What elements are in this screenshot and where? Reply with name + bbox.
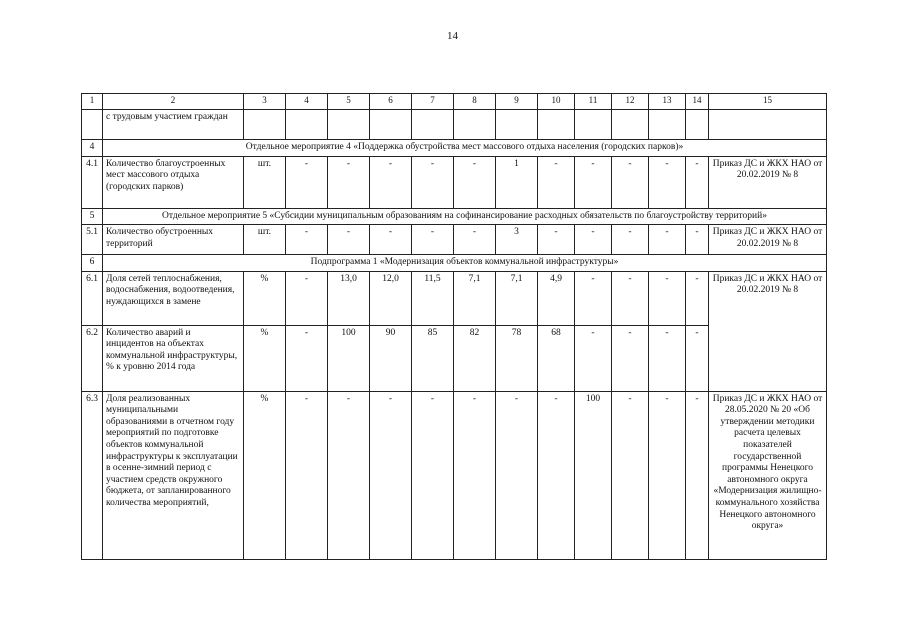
source-document: Приказ ДС и ЖКХ НАО от 20.02.2019 № 8 — [709, 156, 827, 208]
value-cell: - — [575, 325, 612, 391]
value-cell: - — [328, 225, 370, 255]
source-document: Приказ ДС и ЖКХ НАО от 20.02.2019 № 8 — [709, 271, 827, 391]
value-cell: - — [575, 225, 612, 255]
value-cell: - — [686, 325, 709, 391]
value-cell: - — [412, 391, 454, 559]
column-header: 4 — [286, 94, 328, 110]
column-header: 3 — [244, 94, 286, 110]
value-cell: - — [286, 271, 328, 325]
value-cell: - — [454, 225, 496, 255]
unit-cell: % — [244, 271, 286, 325]
empty-cell — [286, 110, 328, 140]
value-cell: - — [649, 391, 686, 559]
value-cell: 13,0 — [328, 271, 370, 325]
value-cell: - — [649, 325, 686, 391]
row-id: 6.3 — [82, 391, 103, 559]
empty-cell — [454, 110, 496, 140]
indicator-name: Количество аварий и инцидентов на объектах коммунальной инфраструктуры, % к уровню 2014 года — [103, 325, 244, 391]
value-cell: - — [686, 391, 709, 559]
unit-cell: шт. — [244, 225, 286, 255]
column-header: 7 — [412, 94, 454, 110]
value-cell: - — [370, 156, 412, 208]
value-cell: - — [612, 271, 649, 325]
row-id: 6.1 — [82, 271, 103, 325]
indicator-name: Количество обустроенных территорий — [103, 225, 244, 255]
source-document: Приказ ДС и ЖКХ НАО от 20.02.2019 № 8 — [709, 225, 827, 255]
value-cell: 7,1 — [454, 271, 496, 325]
indicators-table — [81, 93, 827, 560]
column-header: 15 — [709, 94, 827, 110]
value-cell: - — [412, 225, 454, 255]
column-header: 13 — [649, 94, 686, 110]
section-title: Подпрограмма 1 «Модернизация объектов коммунальной инфраструктуры» — [103, 255, 827, 272]
column-header: 8 — [454, 94, 496, 110]
value-cell: 85 — [412, 325, 454, 391]
empty-cell — [538, 110, 575, 140]
row-id: 6.2 — [82, 325, 103, 391]
value-cell: - — [538, 391, 575, 559]
value-cell: - — [612, 391, 649, 559]
value-cell: - — [286, 391, 328, 559]
value-cell: - — [328, 156, 370, 208]
empty-cell — [649, 110, 686, 140]
empty-cell — [244, 110, 286, 140]
indicator-name: Доля реализованных муниципальными образованиями в отчетном году мероприятий по подготовке объектов коммунальной инфраструктуры к эксплуатации в осенне-зимний период с участием средств окружного бюджета, от запланированного количества мероприятий, — [103, 391, 244, 559]
value-cell: 68 — [538, 325, 575, 391]
column-number-row — [82, 94, 827, 110]
table-row — [82, 271, 827, 325]
value-cell: - — [454, 391, 496, 559]
row-id-cell — [82, 110, 103, 140]
value-cell: - — [286, 225, 328, 255]
value-cell: - — [612, 325, 649, 391]
empty-cell — [686, 110, 709, 140]
section-row — [82, 208, 827, 225]
value-cell: - — [454, 156, 496, 208]
unit-cell: % — [244, 391, 286, 559]
value-cell: - — [649, 225, 686, 255]
value-cell: - — [612, 156, 649, 208]
table-row — [82, 110, 827, 140]
table-row — [82, 156, 827, 208]
source-document: Приказ ДС и ЖКХ НАО от 28.05.2020 № 20 «Об утверждении методики расчета целевых показателей государственной программы Ненецкого автономного округа «Модернизация жилищно-коммунального хозяйства Ненецкого автономного округа» — [709, 391, 827, 559]
section-row — [82, 255, 827, 272]
unit-cell: % — [244, 325, 286, 391]
value-cell: - — [575, 271, 612, 325]
column-header: 2 — [103, 94, 244, 110]
value-cell: - — [328, 391, 370, 559]
column-header: 10 — [538, 94, 575, 110]
value-cell: 1 — [496, 156, 538, 208]
value-cell: - — [538, 156, 575, 208]
value-cell: 78 — [496, 325, 538, 391]
empty-cell — [709, 110, 827, 140]
empty-cell — [575, 110, 612, 140]
value-cell: 100 — [575, 391, 612, 559]
column-header: 9 — [496, 94, 538, 110]
value-cell: - — [686, 271, 709, 325]
value-cell: - — [649, 156, 686, 208]
empty-cell — [412, 110, 454, 140]
value-cell: - — [286, 156, 328, 208]
value-cell: - — [538, 225, 575, 255]
value-cell: - — [412, 156, 454, 208]
indicator-name: с трудовым участием граждан — [103, 110, 244, 140]
row-id: 4.1 — [82, 156, 103, 208]
value-cell: 3 — [496, 225, 538, 255]
column-header: 1 — [82, 94, 103, 110]
table-row — [82, 391, 827, 559]
value-cell: - — [649, 271, 686, 325]
value-cell: - — [575, 156, 612, 208]
empty-cell — [370, 110, 412, 140]
value-cell: 4,9 — [538, 271, 575, 325]
empty-cell — [496, 110, 538, 140]
column-header: 12 — [612, 94, 649, 110]
row-id: 5.1 — [82, 225, 103, 255]
empty-cell — [612, 110, 649, 140]
column-header: 11 — [575, 94, 612, 110]
section-id: 5 — [82, 208, 103, 225]
value-cell: 82 — [454, 325, 496, 391]
value-cell: 12,0 — [370, 271, 412, 325]
indicator-name: Количество благоустроенных мест массового отдыха (городских парков) — [103, 156, 244, 208]
column-header: 6 — [370, 94, 412, 110]
empty-cell — [328, 110, 370, 140]
value-cell: 7,1 — [496, 271, 538, 325]
value-cell: - — [612, 225, 649, 255]
column-header: 14 — [686, 94, 709, 110]
value-cell: - — [370, 225, 412, 255]
unit-cell: шт. — [244, 156, 286, 208]
value-cell: 11,5 — [412, 271, 454, 325]
section-title: Отдельное мероприятие 5 «Субсидии муниципальным образованиям на софинансирование расходных обязательств по благоустройству территорий» — [103, 208, 827, 225]
section-title: Отдельное мероприятие 4 «Поддержка обустройства мест массового отдыха населения (городских парков)» — [103, 140, 827, 157]
value-cell: 90 — [370, 325, 412, 391]
section-row — [82, 140, 827, 157]
table-row — [82, 225, 827, 255]
indicator-name: Доля сетей теплоснабжения, водоснабжения, водоотведения, нуждающихся в замене — [103, 271, 244, 325]
value-cell: - — [686, 225, 709, 255]
section-id: 4 — [82, 140, 103, 157]
value-cell: - — [496, 391, 538, 559]
value-cell: - — [370, 391, 412, 559]
value-cell: 100 — [328, 325, 370, 391]
value-cell: - — [286, 325, 328, 391]
section-id: 6 — [82, 255, 103, 272]
column-header: 5 — [328, 94, 370, 110]
page-number: 14 — [447, 30, 458, 42]
value-cell: - — [686, 156, 709, 208]
